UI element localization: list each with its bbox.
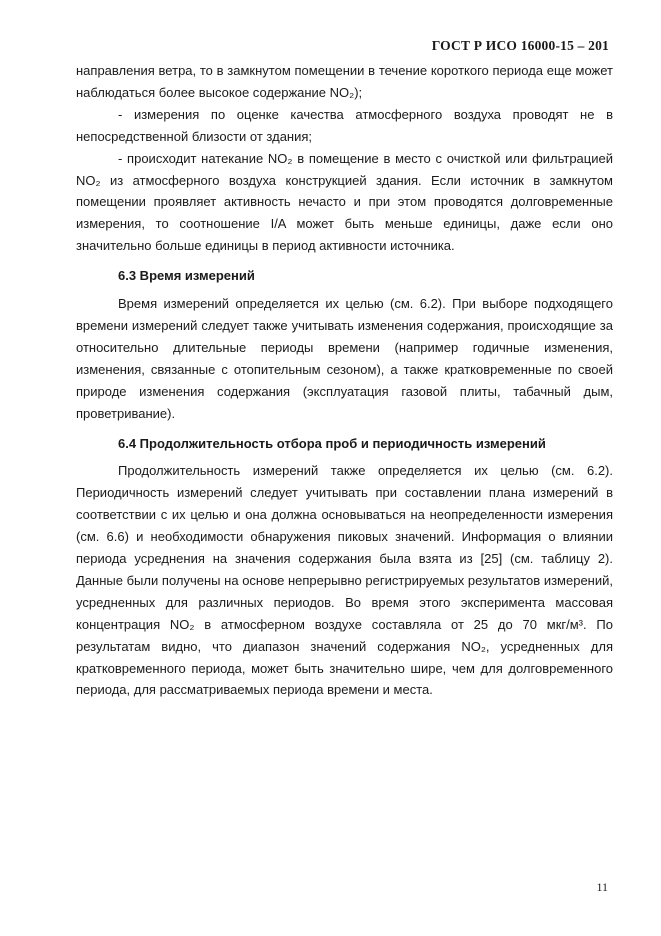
paragraph-sampling-duration: Продолжительность измерений также определяется их целью (см. 6.2). Периодичность измерений следует учитывать при составлении плана измерений в соответствии с их целью и она должна основываться на неопределенности измерения (см. 6.6) и необходимости обнаружения пиковых значений. Информация о влиянии периода усреднения на значения содержания была взята из [25] (см. таблицу 2). Данные были получены на основе непрерывно регистрируемых результатов измерений, усредненных для различных периодов. Во время этого эксперимента массовая концентрация NO₂ в атмосферном воздухе составляла от 25 до 70 мкг/м³. По результатам видно, что диапазон значений содержания NO₂, усредненных для кратковременного периода, может быть значительно шире, чем для долговременного периода, для рассматриваемых периода времени и места. xyxy=(76,463,613,698)
paragraph-continuation: направления ветра, то в замкнутом помещении в течение короткого периода еще может наблюдаться более высокое содержание NO₂); xyxy=(76,63,613,100)
page-body xyxy=(76,60,613,701)
section-heading-6-4: 6.4 Продолжительность отбора проб и периодичность измерений xyxy=(118,435,546,451)
paragraph-measurement-time: Время измерений определяется их целью (см. 6.2). При выборе подходящего времени измерений следует также учитывать изменения содержания, происходящие за относительно длительные периоды времени (например годичные изменения, изменения, связанные с отопительным сезоном), а также кратковременные по своей природе изменения содержания (эксплуатация газовой плиты, табачный дым, проветривание). xyxy=(76,296,613,421)
list-item-measurements-distance: - измерения по оценке качества атмосферного воздуха проводят не в непосредственной близости от здания; xyxy=(76,106,613,144)
section-heading-6-3: 6.3 Время измерений xyxy=(118,268,255,284)
list-item-no2-inflow: - происходит натекание NO₂ в помещение в место с очисткой или фильтрацией NO₂ из атмосферного воздуха конструкцией здания. Если источник в замкнутом помещении проявляет активность нечасто и при этом проводятся долговременные измерения, то соотношение I/A может быть меньше единицы, даже если оно значительно больше единицы в период активности источника. xyxy=(76,150,613,254)
page-number: 11 xyxy=(596,880,608,894)
document-header: ГОСТ Р ИСО 16000-15 – 201 xyxy=(431,38,609,53)
